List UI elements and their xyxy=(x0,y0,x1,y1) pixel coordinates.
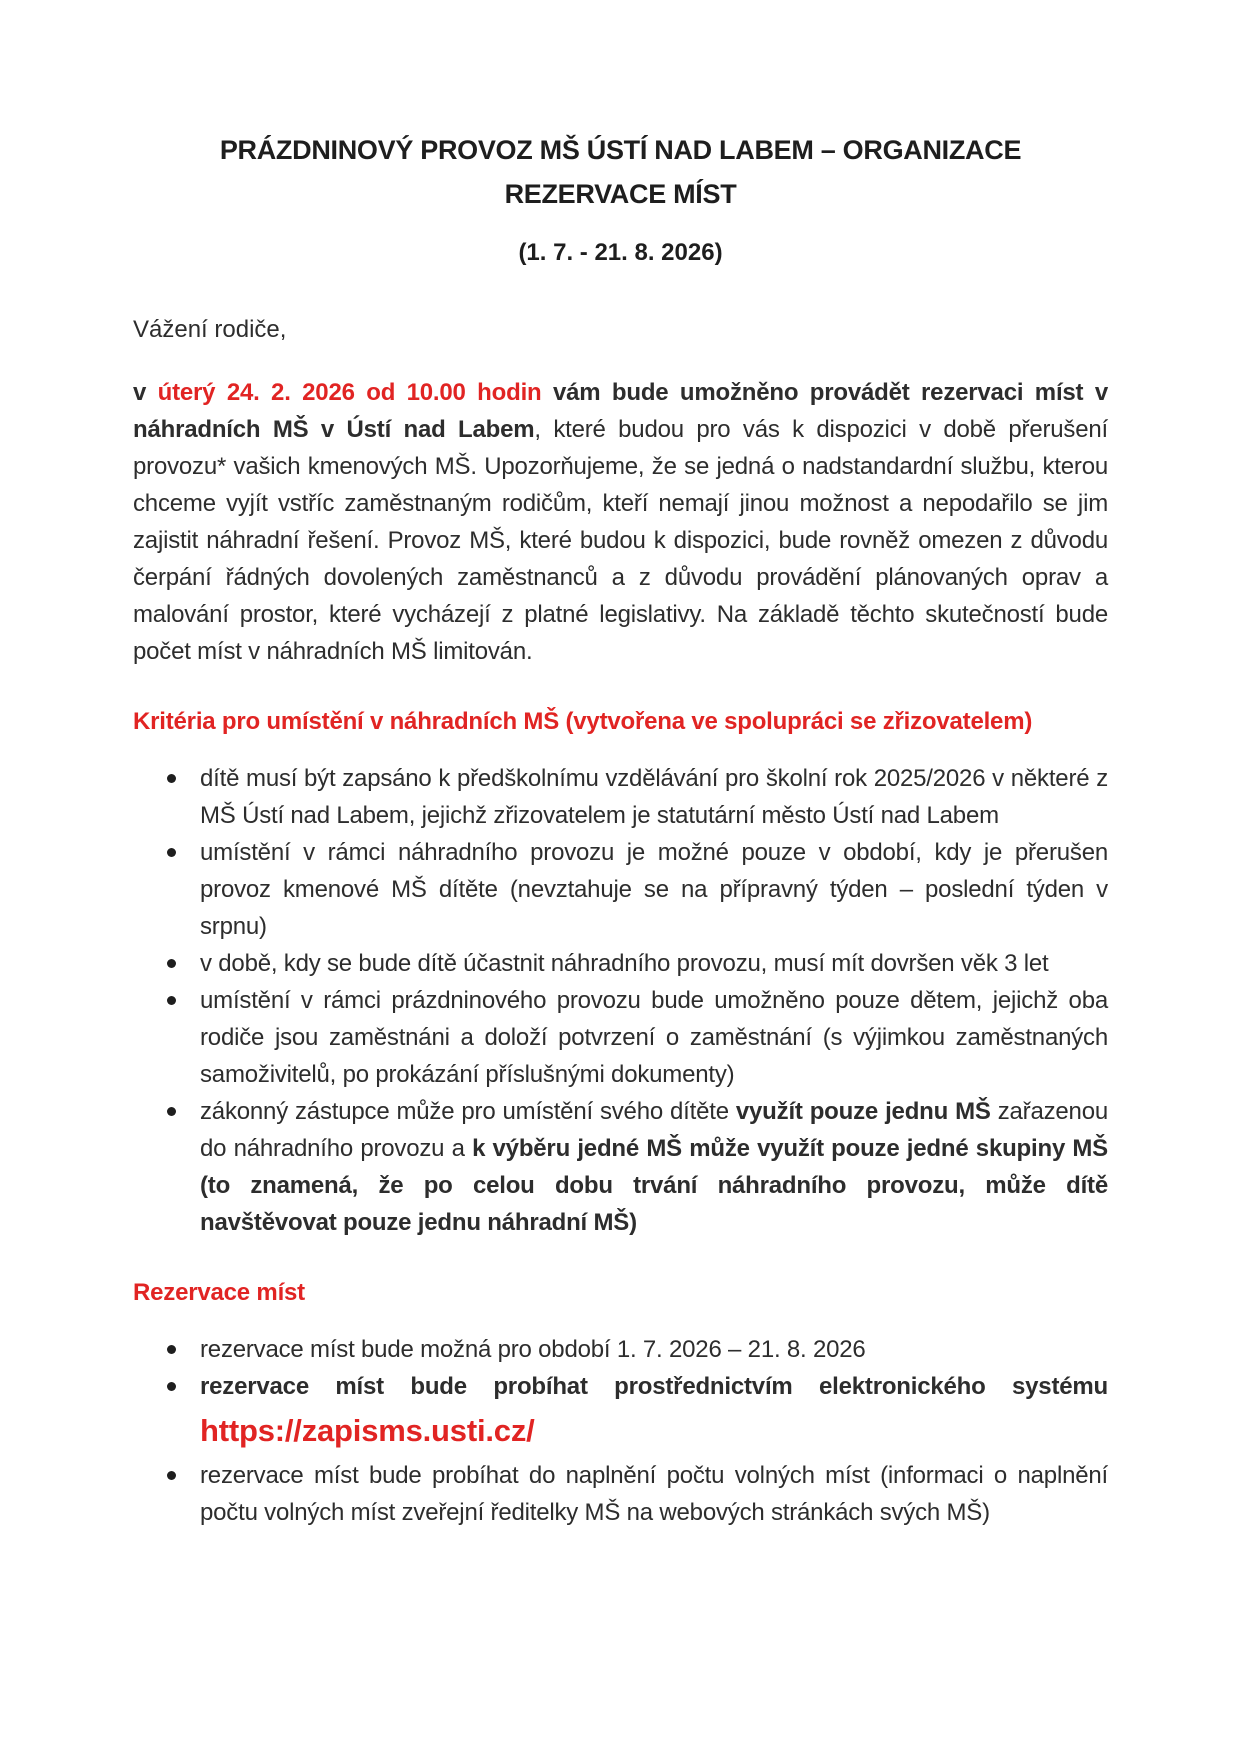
criteria-item-age xyxy=(133,945,1108,982)
greeting: Vážení rodiče, xyxy=(133,316,287,343)
criteria-item-single-school-bold2: k výběru jedné MŠ může využít pouze jedné skupiny MŠ (to znamená, že po celou dobu trvání náhradního provozu, může dítě navštěvovat pouze jednu náhradní MŠ) xyxy=(200,1135,1108,1236)
document-title xyxy=(133,128,1108,216)
intro-bold-statement: vám bude umožněno provádět rezervaci míst v náhradních MŠ v Ústí nad Labem xyxy=(133,379,1108,443)
document-title-line-2: REZERVACE MÍST xyxy=(504,179,737,209)
reservation-item-period-text: rezervace míst bude možná pro období 1. 7. 2026 – 21. 8. 2026 xyxy=(200,1336,866,1363)
criteria-list xyxy=(133,760,1108,1241)
criteria-item-single-school-part1: zákonný zástupce může pro umístění svého dítěte xyxy=(200,1098,736,1125)
reservation-list xyxy=(133,1331,1108,1531)
criteria-item-single-school-part3: zařazenou do náhradního provozu a xyxy=(200,1098,1109,1162)
reservation-item-period xyxy=(133,1331,1108,1368)
criteria-item-enrollment xyxy=(133,760,1108,834)
reservation-item-capacity-text: rezervace míst bude probíhat do naplnění počtu volných míst (informaci o naplnění počtu volných míst zveřejní ředitelky MŠ na webových stránkách svých MŠ) xyxy=(200,1462,1108,1526)
reservation-item-capacity xyxy=(133,1457,1108,1531)
criteria-item-employment-text: umístění v rámci prázdninového provozu bude umožněno pouze dětem, jejichž oba rodiče jsou zaměstnáni a doloží potvrzení o zaměstnání (s výjimkou zaměstnaných samoživitelů, po prokázání příslušnými dokumenty) xyxy=(200,987,1108,1088)
criteria-item-enrollment-text: dítě musí být zapsáno k předškolnímu vzdělávání pro školní rok 2025/2026 v některé z MŠ Ústí nad Labem, jejichž zřizovatelem je statutární město Ústí nad Labem xyxy=(200,765,1108,829)
criteria-item-period-text: umístění v rámci náhradního provozu je možné pouze v období, kdy je přerušen provoz kmenové MŠ dítěte (nevztahuje se na přípravný týden – poslední týden v srpnu) xyxy=(200,839,1108,940)
criteria-item-single-school-bold1: využít pouze jednu MŠ xyxy=(735,1098,991,1125)
document-title-line-1: PRÁZDNINOVÝ PROVOZ MŠ ÚSTÍ NAD LABEM – ORGANIZACE xyxy=(219,135,1022,165)
reservation-system-link[interactable]: https://zapisms.usti.cz/ xyxy=(200,1413,535,1448)
criteria-item-age-text: v době, kdy se bude dítě účastnit náhradního provozu, musí mít dovršen věk 3 let xyxy=(200,950,1049,977)
reservation-heading: Rezervace míst xyxy=(133,1279,305,1306)
reservation-item-system xyxy=(133,1368,1108,1457)
criteria-item-single-school xyxy=(133,1093,1108,1241)
intro-prefix: v xyxy=(133,379,158,406)
criteria-heading: Kritéria pro umístění v náhradních MŠ (vytvořena ve spolupráci se zřizovatelem) xyxy=(133,708,1033,735)
criteria-item-employment xyxy=(133,982,1108,1093)
criteria-item-period xyxy=(133,834,1108,945)
reservation-item-system-text: rezervace míst bude probíhat prostřednictvím elektronického systému xyxy=(200,1373,1108,1400)
intro-paragraph xyxy=(133,374,1108,670)
intro-body-text: , které budou pro vás k dispozici v době přerušení provozu* vašich kmenových MŠ. Upozorňujeme, že se jedná o nadstandardní službu, kterou chceme vyjít vstříc zaměstnaným rodičům, kteří nemají jinou možnost a nepodařilo se jim zajistit náhradní řešení. Provoz MŠ, které budou k dispozici, bude rovněž omezen z důvodu čerpání řádných dovolených zaměstnanců a z důvodu provádění plánovaných oprav a malování prostor, které vycházejí z platné legislativy. Na základě těchto skutečností bude počet míst v náhradních MŠ limitován. xyxy=(133,416,1108,665)
document-date-range: (1. 7. - 21. 8. 2026) xyxy=(518,239,723,266)
intro-date-highlight: úterý 24. 2. 2026 od 10.00 hodin xyxy=(157,379,542,406)
